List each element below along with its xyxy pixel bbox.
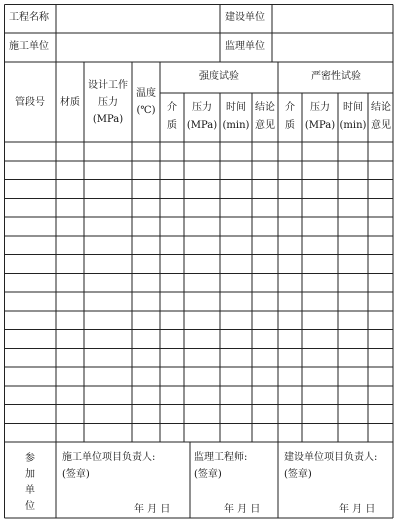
supervisor-seal: (签章) <box>194 469 222 480</box>
tightness-conclusion-header-1: 结论 <box>371 102 391 113</box>
strength-conclusion-header-1: 结论 <box>255 102 275 113</box>
temperature-header-line1: 温度 <box>136 88 156 99</box>
tightness-conclusion-header-2: 意见 <box>371 120 391 131</box>
construction-unit-label: 建设单位 <box>225 12 265 23</box>
contractor-manager-label: 施工单位项目负责人: <box>62 452 156 463</box>
tightness-medium-header-2: 质 <box>285 120 295 131</box>
participants-label-3: 单 <box>25 485 35 496</box>
design-pressure-header-line1: 设计工作 <box>88 80 128 91</box>
participants-label-4: 位 <box>25 501 35 512</box>
tightness-test-header: 严密性试验 <box>311 71 361 82</box>
design-pressure-header-line2: 压力 <box>98 97 118 108</box>
supervising-engineer-label: 监理工程师: <box>194 452 248 463</box>
tightness-pressure-header-2: (MPa) <box>304 120 336 131</box>
project-name-label: 工程名称 <box>9 12 49 23</box>
owner-seal: (签章) <box>284 469 312 480</box>
strength-pressure-header-1: 压力 <box>192 102 212 113</box>
material-header: 材质 <box>60 97 80 108</box>
segment-no-header: 管段号 <box>15 97 45 108</box>
contractor-date: 年 月 日 <box>134 504 171 515</box>
strength-conclusion-header-2: 意见 <box>255 120 275 131</box>
strength-time-header-1: 时间 <box>226 102 246 113</box>
contractor-seal: (签章) <box>62 469 90 480</box>
owner-date: 年 月 日 <box>339 504 376 515</box>
strength-medium-header-1: 介 <box>167 102 177 113</box>
tightness-time-header-1: 时间 <box>343 102 363 113</box>
supervisor-label: 监理单位 <box>225 41 265 52</box>
temperature-header-line2: (℃) <box>136 105 156 116</box>
strength-pressure-header-2: (MPa) <box>186 120 218 131</box>
design-pressure-header-line3: (MPa) <box>92 114 124 125</box>
participants-label-1: 参 <box>25 453 35 464</box>
strength-time-header-2: (min) <box>222 120 250 131</box>
pressure-test-record-form <box>4 4 394 519</box>
contractor-label: 施工单位 <box>9 41 49 52</box>
owner-manager-label: 建设单位项目负责人: <box>284 452 378 463</box>
supervisor-date: 年 月 日 <box>224 504 261 515</box>
tightness-pressure-header-1: 压力 <box>310 102 330 113</box>
strength-medium-header-2: 质 <box>167 120 177 131</box>
strength-test-header: 强度试验 <box>199 71 239 82</box>
tightness-medium-header-1: 介 <box>285 102 295 113</box>
tightness-time-header-2: (min) <box>339 120 367 131</box>
participants-label-2: 加 <box>25 469 35 480</box>
